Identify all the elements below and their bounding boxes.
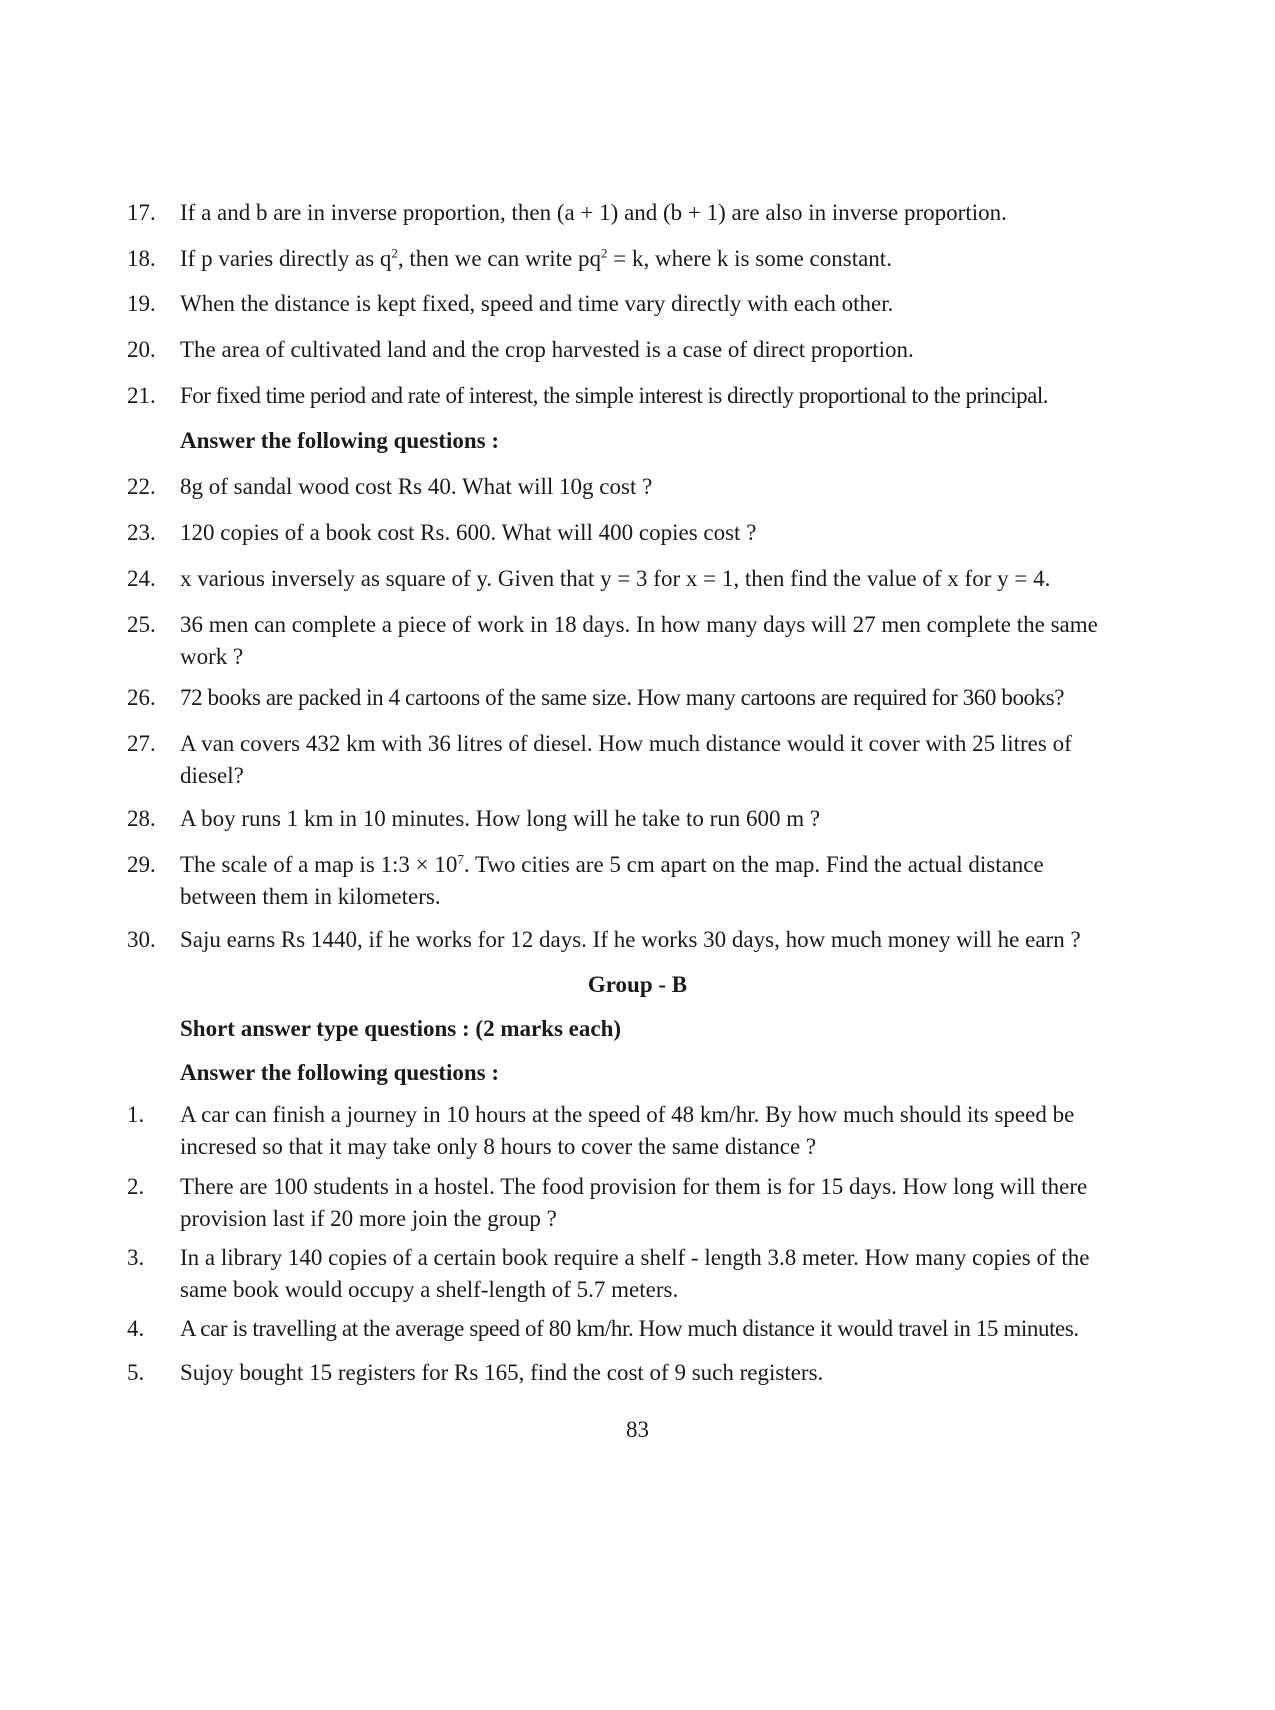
question-text: The area of cultivated land and the crop harvested is a case of direct proportion. bbox=[180, 337, 914, 362]
group-title: Group - B bbox=[587, 972, 688, 997]
section-heading: Answer the following questions : bbox=[180, 1060, 500, 1085]
page-number: 83 bbox=[626, 1417, 649, 1442]
short-answer-heading: Short answer type questions : (2 marks each) bbox=[180, 1016, 622, 1041]
question-number: 28. bbox=[127, 806, 156, 831]
question-number: 4. bbox=[127, 1316, 145, 1341]
question-number: 17. bbox=[127, 200, 156, 225]
question-text: There are 100 students in a hostel. The food provision for them is for 15 days. How long will there provision last if 20 more join the group ? bbox=[180, 1174, 1088, 1231]
question-text: 8g of sandal wood cost Rs 40. What will 10g cost ? bbox=[180, 474, 653, 499]
question-number: 21. bbox=[127, 383, 156, 408]
superscript: 2 bbox=[391, 245, 398, 261]
question-text: In a library 140 copies of a certain book require a shelf - length 3.8 meter. How many copies of the same book would occupy a shelf-length of 5.7 meters. bbox=[180, 1245, 1090, 1302]
question-number: 5. bbox=[127, 1360, 145, 1385]
question-number: 26. bbox=[127, 685, 156, 710]
question-text: A car can finish a journey in 10 hours at the speed of 48 km/hr. By how much should its speed be incresed so that it may take only 8 hours to cover the same distance ? bbox=[180, 1102, 1075, 1159]
question-text: When the distance is kept fixed, speed and time vary directly with each other. bbox=[180, 291, 894, 316]
question-text: If p varies directly as $q^2$, then we can write $pq^2 = k$, where k is some constant. bbox=[180, 245, 892, 271]
superscript: 2 bbox=[601, 245, 608, 261]
question-number: 3. bbox=[127, 1245, 145, 1270]
section-heading: Answer the following questions : bbox=[180, 428, 500, 453]
question-number: 1. bbox=[127, 1102, 145, 1127]
question-text: For fixed time period and rate of interest, the simple interest is directly proportional to the principal. bbox=[180, 383, 1049, 408]
question-number: 22. bbox=[127, 474, 156, 499]
question-text: If a and b are in inverse proportion, then (a + 1) and (b + 1) are also in inverse proportion. bbox=[180, 200, 1007, 225]
question-number: 29. bbox=[127, 852, 156, 877]
question-text: 36 men can complete a piece of work in 18 days. In how many days will 27 men complete the same work ? bbox=[180, 612, 1098, 669]
question-text: A van covers 432 km with 36 litres of diesel. How much distance would it cover with 25 litres of diesel? bbox=[180, 731, 1072, 788]
question-text: Sujoy bought 15 registers for Rs 165, find the cost of 9 such registers. bbox=[180, 1360, 824, 1385]
question-number: 23. bbox=[127, 520, 156, 545]
superscript: 7 bbox=[457, 851, 464, 867]
question-number: 24. bbox=[127, 566, 156, 591]
question-number: 2. bbox=[127, 1174, 145, 1199]
question-number: 18. bbox=[127, 246, 156, 271]
question-number: 30. bbox=[127, 927, 156, 952]
question-text: A boy runs 1 km in 10 minutes. How long will he take to run 600 m ? bbox=[180, 806, 821, 831]
question-text: 120 copies of a book cost Rs. 600. What will 400 copies cost ? bbox=[180, 520, 757, 545]
question-number: 25. bbox=[127, 612, 156, 637]
question-text: x various inversely as square of y. Given that y = 3 for x = 1, then find the value of x for y = 4. bbox=[180, 566, 1051, 591]
question-number: 19. bbox=[127, 291, 156, 316]
question-number: 27. bbox=[127, 731, 156, 756]
question-number: 20. bbox=[127, 337, 156, 362]
question-text: A car is travelling at the average speed of 80 km/hr. How much distance it would travel in 15 minutes. bbox=[180, 1316, 1079, 1341]
question-text: Saju earns Rs 1440, if he works for 12 days. If he works 30 days, how much money will he earn ? bbox=[180, 927, 1081, 952]
question-text: 72 books are packed in 4 cartoons of the same size. How many cartoons are required for 360 books? bbox=[180, 685, 1065, 710]
question-text: The scale of a map is 1:3 × $10^7$. Two cities are 5 cm apart on the map. Find the actual distance between them in kilometers. bbox=[180, 851, 1044, 909]
